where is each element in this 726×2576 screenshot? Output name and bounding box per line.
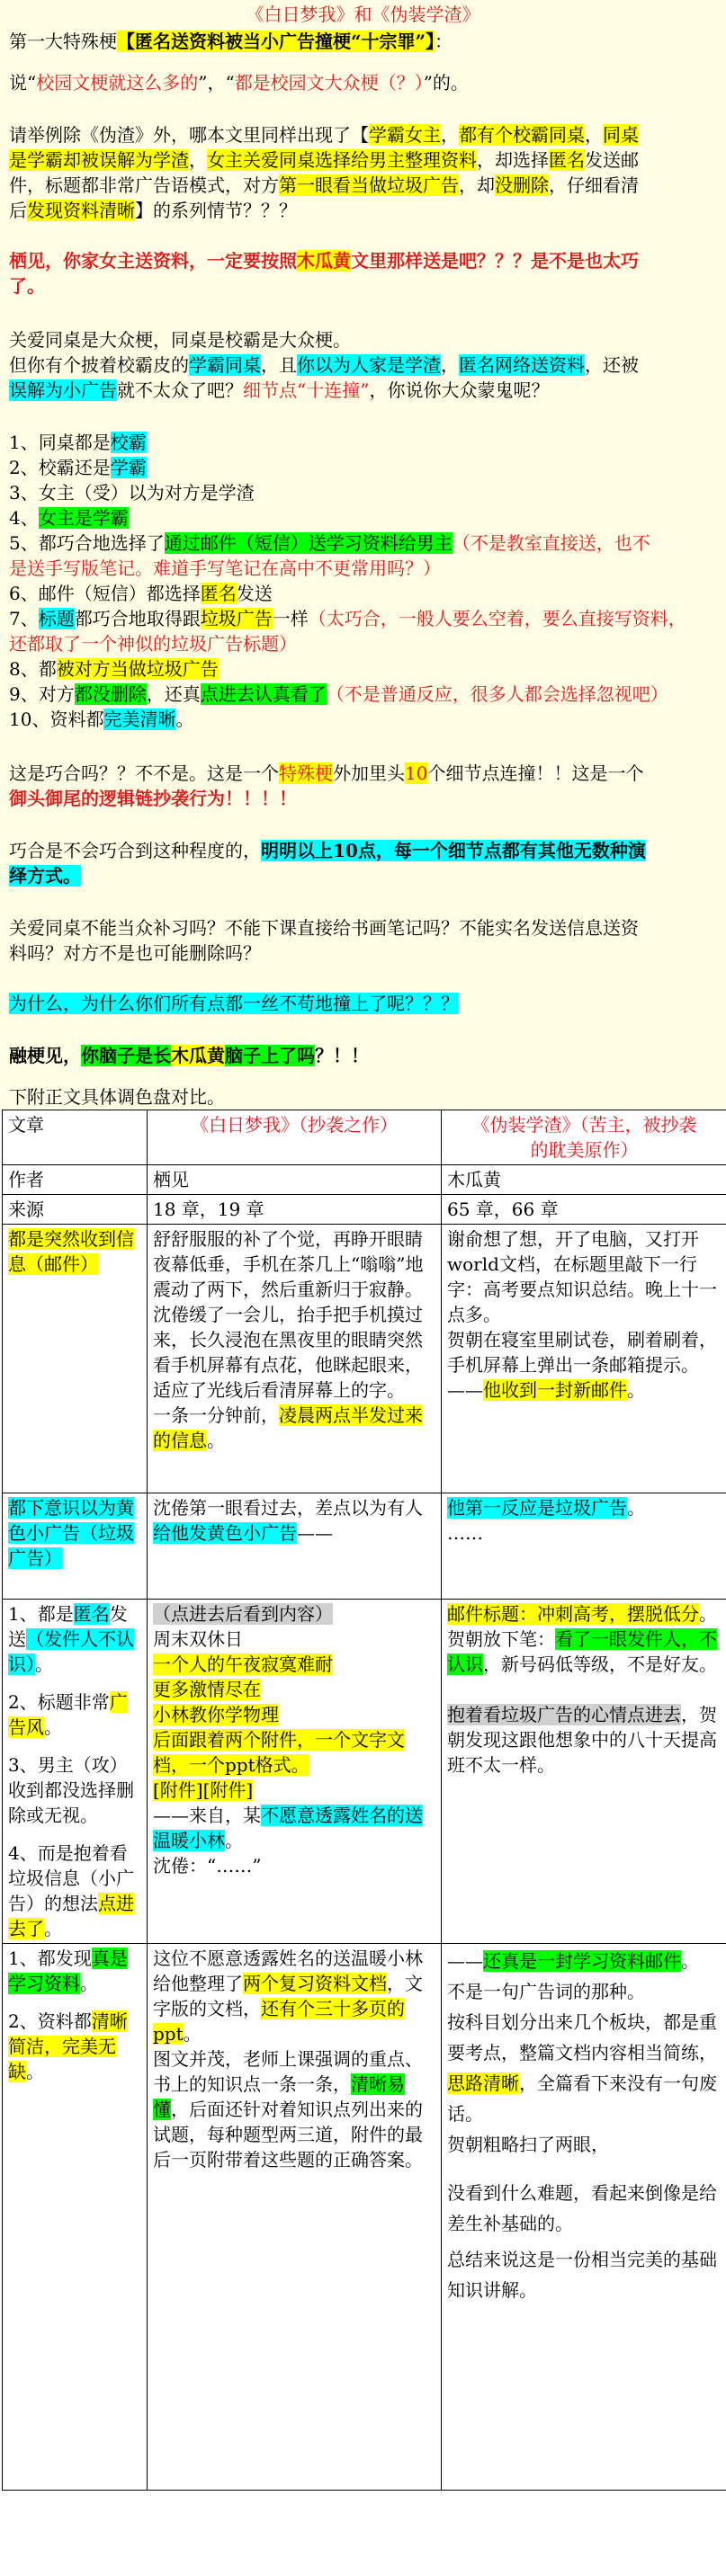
text: 沈倦缓了一会儿，抬手把手机摸过来，长久浸泡在黑夜里的眼睛突然看手机屏幕有点花，他眯起眼来，适应了光线后看清屏幕上的字。 xyxy=(153,1304,423,1401)
text: ，贺朝发现这跟他想象中的八十天提高班不太一样。 xyxy=(447,1704,717,1776)
list-item xyxy=(9,455,720,480)
text: ，后面还针对着知识点列出来的试题，每种题型两三道，附件的最后一页附带着这些题的正确答案。 xyxy=(153,2099,423,2170)
text: 谢俞想了想，开了电脑，又打开world文档，在标题里敲下一行字：高考要点知识总结。晚上十一点多。 xyxy=(447,1228,717,1325)
table-cell xyxy=(148,1195,442,1225)
summary-line xyxy=(9,1043,720,1068)
text: 按科目划分出来几个板块，都是重要考点，整篇文档内容相当简练， xyxy=(447,2011,717,2063)
text: 。 xyxy=(699,1653,717,1675)
table-cell xyxy=(148,1110,442,1165)
cell-line xyxy=(447,1627,722,1677)
table-cell xyxy=(148,1944,442,2491)
text: 。 xyxy=(681,1950,699,1972)
text: 1、都是 xyxy=(8,1603,74,1625)
highlight-yellow: 匿名 xyxy=(549,149,585,171)
highlight-cyan: 为什么，为什么你们所有点都一丝不苟地撞上了呢？？？ xyxy=(9,993,459,1014)
text: 文里那样送是吧？？？是不是也太巧 xyxy=(351,250,639,272)
text: 。 xyxy=(183,2023,202,2045)
header-label: 《伪装学渣》（苦主，被抄袭 xyxy=(471,1114,697,1136)
text: 。 xyxy=(207,1430,225,1451)
text: 。 xyxy=(627,1497,645,1519)
table-cell xyxy=(3,1600,148,1944)
highlight-cyan: 给他发黄色小广告 xyxy=(153,1522,297,1544)
summary-line: 关爱同桌不能当众补习吗？不能下课直接给书画笔记吗？不能实名发送信息送资 xyxy=(9,917,639,939)
summary-line xyxy=(9,863,720,888)
text: 。 xyxy=(35,1653,53,1675)
red-text: 是送手写版笔记。难道手写笔记在高中不更常用吗？） xyxy=(9,557,441,579)
red-text: 都是校园文大众梗（？） xyxy=(234,72,424,94)
text: ，新号码低等级， xyxy=(483,1653,627,1675)
list-item xyxy=(9,581,720,606)
text: 一样 xyxy=(272,608,309,629)
highlight-cyan: 完美清晰 xyxy=(103,709,176,730)
highlight-cyan: 误解为小广告 xyxy=(9,379,117,401)
highlight-green: 看了一眼发件人，不认识 xyxy=(447,1628,717,1675)
highlight-green: 点进去认真看了 xyxy=(200,683,327,705)
text: 第一大特殊梗 xyxy=(9,31,117,52)
highlight-green: 真是学习资料 xyxy=(8,1948,128,1994)
intro-line xyxy=(9,122,720,147)
intro-section xyxy=(0,0,726,1110)
text: 这位不愿意透露姓名的送温暖小林给他整理了 xyxy=(153,1948,423,1994)
table-row xyxy=(3,1225,726,1511)
text: 不是一句广告词的那种。 xyxy=(447,1981,645,2002)
table-cell xyxy=(3,1195,148,1225)
intro-line xyxy=(9,248,720,273)
highlight-yellow: [附件][附件] xyxy=(153,1779,254,1801)
text: 沈倦第一眼看过去，差点以为有人 xyxy=(153,1497,423,1519)
summary-line: 御头御尾的逻辑链抄袭行为！！！！ xyxy=(9,788,297,809)
list-item xyxy=(9,631,720,656)
highlight-green: 女主是学霸 xyxy=(38,507,129,529)
text: ，全篇看下来没有一句废话。 xyxy=(447,2072,717,2125)
table-cell xyxy=(442,1225,726,1511)
text: 发送 xyxy=(236,583,273,604)
text: ， xyxy=(585,124,603,146)
text: 】的系列情节？？？ xyxy=(135,200,297,221)
doc-title: 《白日梦我》和《伪装学渣》 xyxy=(246,4,480,25)
table-cell xyxy=(148,1165,442,1195)
highlight-yellow: 被对方当做垃圾广告 xyxy=(56,658,219,680)
highlight-yellow: 【匿名送资料被当小广告撞梗“十宗罪”】 xyxy=(117,31,435,52)
highlight-cyan: 不愿意透露姓名的送温暖小林 xyxy=(153,1805,423,1851)
intro-line xyxy=(9,173,720,198)
text: 。 xyxy=(80,1973,98,1994)
text: 9、对方 xyxy=(9,683,75,705)
highlight-cyan: 绎方式。 xyxy=(9,865,81,887)
text: 说“ xyxy=(9,72,37,94)
text: ，却选择 xyxy=(477,149,549,171)
list-item xyxy=(9,707,720,732)
text: 贺朝放下笔： xyxy=(447,1628,555,1650)
text: 贺朝粗略扫了两眼， xyxy=(447,2134,609,2155)
list-item xyxy=(9,682,720,707)
highlight-yellow: 他收到一封新邮件 xyxy=(483,1379,627,1401)
list-item xyxy=(9,606,720,631)
text: 。 xyxy=(26,2061,44,2082)
text: ？！！ xyxy=(315,1045,369,1066)
text: —— xyxy=(297,1522,333,1544)
text: 舒舒服服的补了个觉，再睁开眼睛夜幕低垂，手机在茶几上“嗡嗡”地震动了两下，然后重新归于寂静。 xyxy=(153,1228,424,1300)
text: 后 xyxy=(9,200,27,221)
text: 发送邮 xyxy=(585,149,639,171)
highlight-yellow: 还有个三十多页的ppt xyxy=(153,1998,405,2045)
highlight-yellow: 思路清晰 xyxy=(447,2072,519,2094)
table-cell xyxy=(148,1225,442,1511)
text: 周末双休日 xyxy=(153,1628,243,1650)
cell-line xyxy=(153,1702,435,1727)
text: ， xyxy=(441,354,459,376)
text: 。 xyxy=(225,1830,243,1851)
text: 3、女主（受）以为对方是学渣 xyxy=(9,482,255,504)
text: 。 xyxy=(627,1379,645,1401)
text: 8、都 xyxy=(9,658,57,680)
cell-line xyxy=(153,1601,435,1627)
text: —— xyxy=(447,1379,483,1401)
highlight-green: 通过邮件（短信）送学习资料给男主 xyxy=(164,532,453,554)
text: 这是巧合吗？？不不是。这是一个 xyxy=(9,762,279,784)
text: ， xyxy=(441,124,459,146)
text: ， xyxy=(189,149,207,171)
highlight-yellow: 凌晨两点半发过来的信息 xyxy=(153,1404,423,1451)
text: 巧合是不会巧合到这种程度的， xyxy=(9,840,261,861)
cell-line xyxy=(153,1778,435,1803)
text: 来源 xyxy=(8,1199,44,1220)
list-item xyxy=(9,480,720,505)
text: ，仔细看清 xyxy=(549,174,639,196)
text: 沈倦：“……” xyxy=(153,1855,262,1876)
text: 作者 xyxy=(8,1169,44,1190)
text: 没看到什么难题，看起来倒像是给差生补基础的。 xyxy=(447,2182,717,2234)
highlight-yellow: 邮件标题：冲刺高考， xyxy=(447,1603,627,1625)
table-row xyxy=(3,1195,726,1225)
highlight-cyan: 匿名网络送资料 xyxy=(459,354,585,376)
text: 栖见，你家女主送资料，一定要按照 xyxy=(9,250,297,272)
text: 就不太众了吧？ xyxy=(117,379,243,401)
highlight-cyan: 都下意识以为黄色小广告（垃圾广告） xyxy=(8,1497,134,1569)
text: 6、邮件（短信）都选择 xyxy=(9,583,201,604)
highlight-cyan: 标题 xyxy=(38,608,75,629)
table-cell xyxy=(3,1165,148,1195)
highlight-green: 都没删除 xyxy=(74,683,147,705)
summary-line xyxy=(9,991,720,1016)
table-cell xyxy=(442,1493,726,1600)
table-cell xyxy=(442,1110,726,1165)
cell-line xyxy=(8,2009,141,2084)
intro-line xyxy=(9,70,720,95)
cell-line xyxy=(447,1603,717,1625)
table-row xyxy=(3,1493,726,1600)
highlight-yellow: 学霸女主 xyxy=(369,124,441,146)
red-text: （不是教室直接送，也不 xyxy=(452,532,650,554)
text: ，还真 xyxy=(146,683,201,705)
text: 2、标题非常 xyxy=(8,1691,110,1713)
text: ——来自，某 xyxy=(153,1805,261,1826)
text: 。 xyxy=(44,1918,62,1939)
cell-line xyxy=(153,1727,435,1778)
table-cell xyxy=(442,1944,726,2491)
highlight-yellow: 是学霸却被误解为学渣 xyxy=(9,149,189,171)
highlight-cyan: 每一个细节点都有其他无数种演 xyxy=(393,840,646,861)
table-cell xyxy=(442,1195,726,1225)
text: 栖见 xyxy=(153,1169,189,1190)
text: 4、 xyxy=(9,507,39,529)
red-text: 校园文梗就这么多的 xyxy=(36,72,199,94)
intro-line xyxy=(9,198,720,223)
text: 图文并茂，老师上课强调的重点、书上的知识点一条一条， xyxy=(153,2048,423,2095)
cell-line xyxy=(153,2046,435,2172)
highlight-cyan: 你以为人家是学渣 xyxy=(297,354,441,376)
red-text: （太巧合，一般人要么空着，要么直接写资料， xyxy=(308,608,686,629)
highlight-yellow: 都是突然收到信息（邮件） xyxy=(8,1228,134,1275)
text: 5、都巧合地选择了 xyxy=(9,532,165,554)
header-label: 文章 xyxy=(8,1114,44,1136)
text: 4、而是抱着看垃圾信息（小广告）的想法 xyxy=(8,1842,134,1914)
highlight-green: 你脑子是长 xyxy=(81,1045,171,1066)
intro-line xyxy=(9,378,720,403)
text: 发送 xyxy=(8,1603,128,1650)
highlight-yellow: 清晰简洁，完美无缺 xyxy=(8,2010,128,2082)
header-label: 《白日梦我》（抄袭之作） xyxy=(191,1114,398,1136)
highlight-cyan: 校霸 xyxy=(110,432,147,453)
comparison-table-continued xyxy=(2,1493,726,2491)
cell-line xyxy=(153,1677,435,1702)
highlight-yellow: 都有个校霸同桌 xyxy=(459,124,585,146)
text: 1、同桌都是 xyxy=(9,432,111,453)
summary-line: 料吗？对方不是也可能删除吗？ xyxy=(9,942,261,964)
table-row xyxy=(3,1165,726,1195)
list-item xyxy=(9,556,720,581)
text: 2、校霸还是 xyxy=(9,457,111,478)
text: 。 xyxy=(175,709,194,730)
highlight-yellow: 一个人的午夜寂寞难耐 xyxy=(153,1653,333,1675)
text: 融梗见， xyxy=(9,1045,81,1066)
text: 65 章，66 章 xyxy=(447,1199,559,1220)
highlight-yellow: 去了 xyxy=(8,1918,44,1939)
highlight-yellow: 摆脱低分 xyxy=(627,1603,699,1625)
highlight-yellow: 木瓜黄 xyxy=(297,250,351,272)
table-row xyxy=(3,1110,726,1165)
highlight-yellow: 两个复习资料文档 xyxy=(243,1973,387,1994)
cell-line xyxy=(153,1803,435,1853)
highlight-yellow: 垃圾广告 xyxy=(200,608,273,629)
text: ”的。 xyxy=(423,72,469,94)
highlight-gray: （点进去后看到内容） xyxy=(153,1603,333,1625)
highlight-cyan: 学霸同桌 xyxy=(189,354,261,376)
highlight-yellow: 同桌 xyxy=(603,124,639,146)
highlight-green: 清晰易懂 xyxy=(153,2073,405,2120)
text: 个细节点连撞！！这是一个 xyxy=(427,762,644,784)
text: 贺朝在寝室里刷试卷，刷着刷着，手机屏幕上弹出一条邮箱提示。 xyxy=(447,1329,717,1376)
red-text: （不是普通反应，很多人都会选择忽视吧） xyxy=(326,683,668,705)
text: ，却 xyxy=(459,174,495,196)
cell-line xyxy=(447,1702,722,1778)
highlight-yellow: 木瓜黄 xyxy=(171,1045,225,1066)
table-cell xyxy=(148,1600,442,1944)
text: 外加里头 xyxy=(333,762,405,784)
intro-line: 了。 xyxy=(9,275,45,297)
text: 一条一分钟前， xyxy=(153,1404,279,1426)
red-text: 细节点“十连撞” xyxy=(243,379,370,401)
table-cell xyxy=(3,1493,148,1600)
highlight-yellow: 后面跟着两个附件，一个文字文档，一个ppt格式。 xyxy=(153,1729,405,1776)
table-cell xyxy=(3,1944,148,2491)
text: ： xyxy=(435,31,453,52)
highlight-green: 还真是一封学习资料邮件 xyxy=(483,1950,681,1972)
highlight-yellow: 匿名 xyxy=(200,583,237,604)
highlight-cyan: 学霸 xyxy=(110,457,147,478)
table-cell xyxy=(148,1493,442,1600)
text: 10、资料都 xyxy=(9,709,104,730)
highlight-cyan: 明明以上10点， xyxy=(261,840,394,861)
text: —— xyxy=(447,1950,483,1972)
text: …… xyxy=(447,1522,483,1544)
highlight-yellow: 小林教你学物理 xyxy=(153,1704,279,1725)
table-cell xyxy=(442,1600,726,1944)
text: 请举例除《伪渣》外，哪本文里同样出现了【 xyxy=(9,124,369,146)
header-label: 的耽美原作） xyxy=(530,1139,639,1161)
text: ，文字版的文档， xyxy=(153,1973,423,2019)
text: 。 xyxy=(44,1716,62,1738)
highlight-green: 脑子上了吗 xyxy=(225,1045,315,1066)
highlight-gray: 抱着看垃圾广告的心情点进去 xyxy=(447,1704,681,1725)
text: ，你说你大众蒙鬼呢？ xyxy=(369,379,550,401)
text: 。 xyxy=(699,1603,717,1625)
text: 不是好友 xyxy=(627,1653,699,1675)
highlight-yellow: 第一眼看当做垃圾广告 xyxy=(279,174,459,196)
text: 18 章，19 章 xyxy=(153,1199,264,1220)
highlight-yellow: 广告风 xyxy=(8,1691,128,1738)
summary-line xyxy=(9,761,720,786)
intro-line xyxy=(9,352,720,378)
intro-line xyxy=(9,147,720,173)
list-item xyxy=(9,430,720,455)
list-item xyxy=(9,656,720,682)
text: 木瓜黄 xyxy=(447,1169,501,1190)
intro-line: 关爱同桌是大众梗，同桌是校霸是大众梗。 xyxy=(9,329,351,351)
highlight-yellow: 10 xyxy=(405,762,428,784)
list-item xyxy=(9,505,720,530)
comparison-table xyxy=(2,1110,726,1511)
list-item xyxy=(9,530,720,556)
table-cell xyxy=(3,1225,148,1511)
highlight-yellow: 女主关爱同桌选择给男主整理资料 xyxy=(207,149,477,171)
text: ，且 xyxy=(261,354,297,376)
cell-line xyxy=(447,2007,722,2129)
highlight-cyan: （发件人不认识） xyxy=(8,1628,134,1675)
text: 2、资料都 xyxy=(8,2010,92,2032)
text: ，还被 xyxy=(585,354,639,376)
text: 1、都发现 xyxy=(8,1948,92,1969)
highlight-yellow: 点进 xyxy=(98,1893,134,1914)
text: ”，“ xyxy=(198,72,235,94)
highlight-cyan: 匿名 xyxy=(73,1603,110,1625)
text: 件，标题都非常广告语模式，对方 xyxy=(9,174,279,196)
summary-line: 下附正文具体调色盘对比。 xyxy=(9,1086,225,1108)
text: 但你有个披着校霸皮的 xyxy=(9,354,189,376)
intro-line xyxy=(9,29,720,54)
text: 7、 xyxy=(9,608,39,629)
summary-line xyxy=(9,838,720,863)
highlight-yellow: 没删除 xyxy=(495,174,549,196)
table-row xyxy=(3,1600,726,1944)
text: 都巧合地取得跟 xyxy=(74,608,201,629)
highlight-yellow: 发现资料清晰 xyxy=(27,200,135,221)
text: 总结来说这是一份相当完美的基础知识讲解。 xyxy=(447,2249,717,2301)
cell-line xyxy=(153,1652,435,1677)
red-text: 还都取了一个神似的垃圾广告标题） xyxy=(9,633,297,655)
cell-line xyxy=(8,1841,141,1941)
highlight-cyan: 他第一反应是垃圾广告 xyxy=(447,1497,627,1519)
table-cell xyxy=(442,1165,726,1195)
cell-line xyxy=(8,1689,141,1740)
highlight-yellow: 特殊梗 xyxy=(279,762,333,784)
table-cell xyxy=(3,1110,148,1165)
text: 3、男主（攻）收到都没选择删除或无视。 xyxy=(8,1754,134,1826)
highlight-yellow: 更多激情尽在 xyxy=(153,1679,261,1700)
table-row xyxy=(3,1944,726,2491)
